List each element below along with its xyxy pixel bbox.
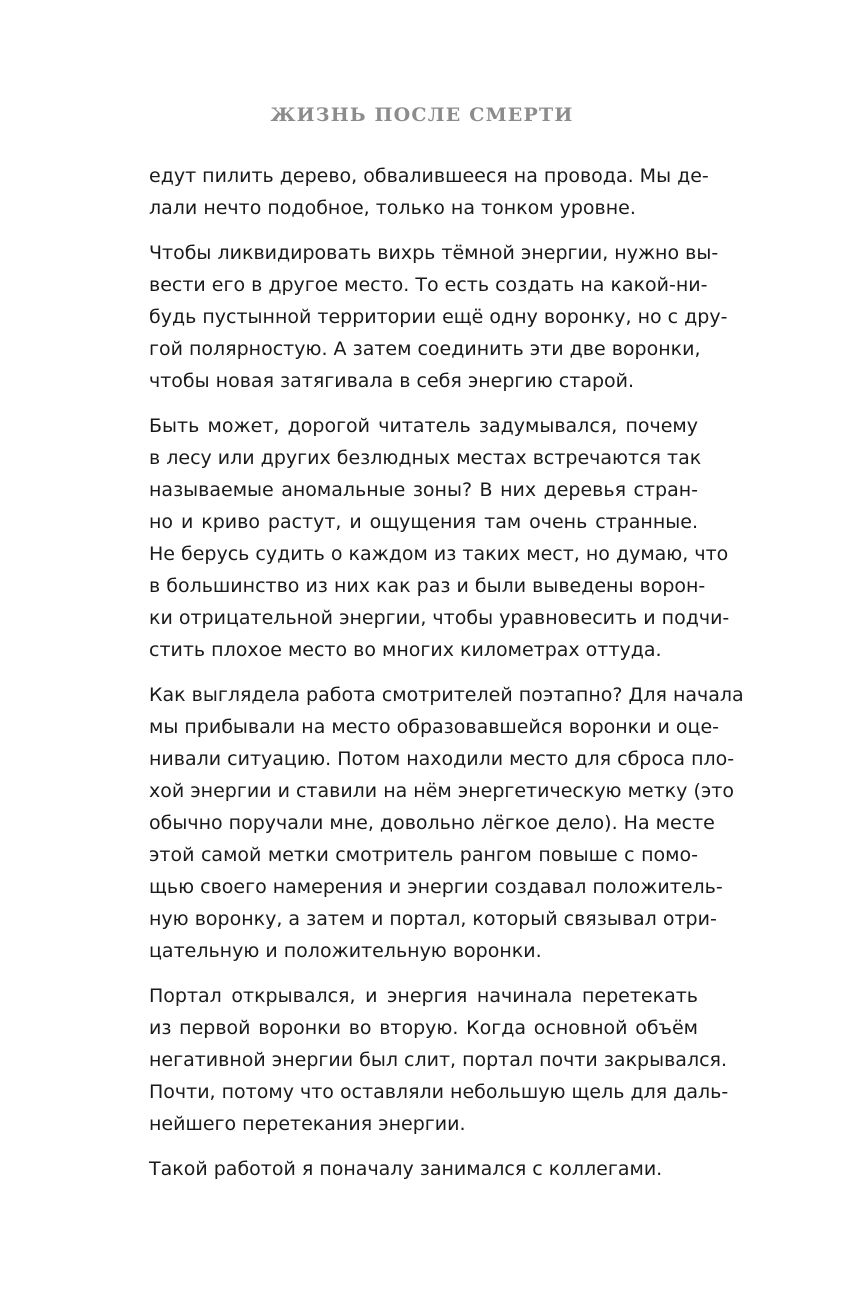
text-line: Как выглядела работа смотрителей поэтапно? Для начала bbox=[149, 684, 744, 706]
text-line: нивали ситуацию. Потом находили место для сброса пло- bbox=[149, 748, 735, 770]
paragraph bbox=[149, 160, 709, 224]
text-line: называемые аномальные зоны? В них деревья стран- bbox=[149, 479, 698, 501]
text-line: в лесу или других безлюдных местах встречаются так bbox=[149, 447, 702, 469]
text-line: Чтобы ликвидировать вихрь тёмной энергии, нужно вы- bbox=[149, 242, 719, 264]
text-line: ную воронку, а затем и портал, который связывал отри- bbox=[149, 908, 717, 930]
text-line: цательную и положительную воронки. bbox=[149, 940, 542, 962]
text-line: хой энергии и ставили на нём энергетическую метку (это bbox=[149, 780, 734, 802]
paragraph bbox=[149, 237, 728, 397]
paragraph bbox=[149, 980, 729, 1140]
text-line: ки отрицательной энергии, чтобы уравновесить и подчи- bbox=[149, 607, 730, 629]
text-line: этой самой метки смотритель рангом повыше с помо- bbox=[149, 844, 698, 866]
text-line: из первой воронки во вторую. Когда основной объём bbox=[149, 1017, 698, 1039]
running-head-title: ЖИЗНЬ ПОСЛЕ СМЕРТИ bbox=[270, 104, 574, 126]
text-line: но и криво растут, и ощущения там очень странные. bbox=[149, 511, 698, 533]
text-line: будь пустынной территории ещё одну воронку, но с дру- bbox=[149, 306, 728, 328]
text-line: мы прибывали на место образовавшейся воронки и оце- bbox=[149, 716, 720, 738]
text-line: чтобы новая затягивала в себя энергию старой. bbox=[149, 370, 635, 392]
text-line: едут пилить дерево, обвалившееся на провода. Мы де- bbox=[149, 165, 709, 187]
text-line: нейшего перетекания энергии. bbox=[149, 1113, 466, 1135]
text-line: стить плохое место во многих километрах оттуда. bbox=[149, 639, 662, 661]
text-line: вести его в другое место. То есть создать на какой-ни- bbox=[149, 274, 708, 296]
text-line: лали нечто подобное, только на тонком уровне. bbox=[149, 197, 636, 219]
text-line: в большинство из них как раз и были выведены ворон- bbox=[149, 575, 706, 597]
text-line: щью своего намерения и энергии создавал положитель- bbox=[149, 876, 723, 898]
text-line: Не берусь судить о каждом из таких мест, но думаю, что bbox=[149, 543, 729, 565]
text-line: гой полярностую. А затем соединить эти две воронки, bbox=[149, 338, 701, 360]
paragraph bbox=[149, 679, 744, 967]
text-line: Такой работой я поначалу занимался с коллегами. bbox=[149, 1158, 663, 1180]
text-line: негативной энергии был слит, портал почти закрывался. bbox=[149, 1049, 728, 1071]
paragraph bbox=[149, 410, 730, 666]
text-line: Почти, потому что оставляли небольшую щель для даль- bbox=[149, 1081, 729, 1103]
text-line: Портал открывался, и энергия начинала перетекать bbox=[149, 985, 698, 1007]
text-line: обычно поручали мне, довольно лёгкое дело). На месте bbox=[149, 812, 715, 834]
body-text bbox=[149, 160, 744, 1198]
text-line: Быть может, дорогой читатель задумывался, почему bbox=[149, 415, 698, 437]
paragraph bbox=[149, 1153, 698, 1185]
